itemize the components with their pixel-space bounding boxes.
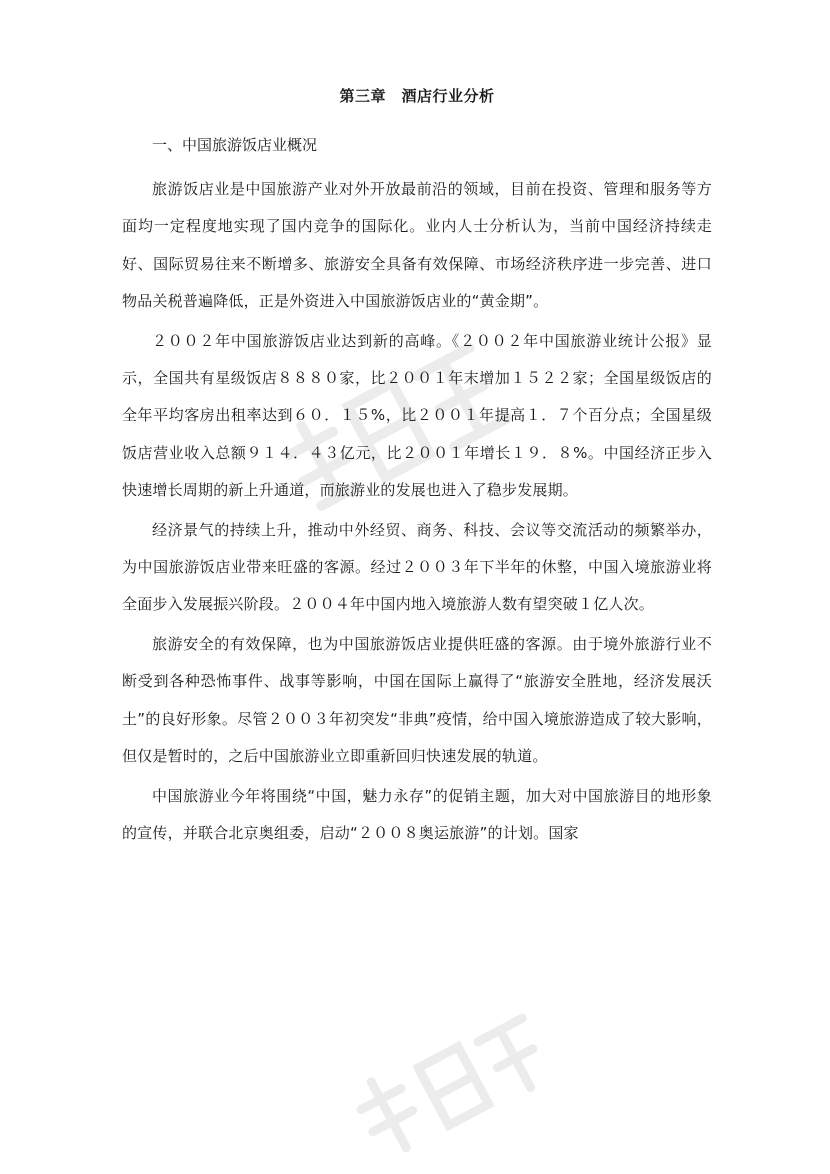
section-heading: 一、中国旅游饭店业概况: [152, 136, 318, 154]
document-body: [122, 86, 712, 854]
watermark-graphic-lower: [330, 1010, 570, 1160]
chapter-title: 第三章 酒店行业分析: [339, 87, 495, 105]
paragraph-2: ２００２年中国旅游饭店业达到新的高峰。《２００２年中国旅游业统计公报》显示，全国共有星级饭店８８８０家，比２００１年末增加１５２２家；全国星级饭店的全年平均客房出租率达到６０．１５%，比２００１年提高１．７个百分点；全国星级饭店营业收入总额９１４．４３亿元，比２００１年增长１９．８%。中国经济正步入快速增长周期的新上升通道，而旅游业的发展也进入了稳步发展期。: [122, 331, 712, 500]
paragraph-1: 旅游饭店业是中国旅游产业对外开放最前沿的领域，目前在投资、管理和服务等方面均一定程度地实现了国内竞争的国际化。业内人士分析认为，当前中国经济持续走好、国际贸易往来不断增多、旅游安全具备有效保障、市场经济秩序进一步完善、进口物品关税普遍降低，正是外资进入中国旅游饭店业的“黄金期”。: [122, 180, 712, 311]
paragraph-3: 经济景气的持续上升，推动中外经贸、商务、科技、会议等交流活动的频繁举办，为中国旅游饭店业带来旺盛的客源。经过２００３年下半年的休整，中国入境旅游业将全面步入发展振兴阶段。２００４年中国内地入境旅游人数有望突破１亿人次。: [122, 520, 712, 614]
paragraph-4: 旅游安全的有效保障，也为中国旅游饭店业提供旺盛的客源。由于境外旅游行业不断受到各种恐怖事件、战事等影响，中国在国际上赢得了“旅游安全胜地，经济发展沃土”的良好形象。尽管２００３年初突发“非典”疫情，给中国入境旅游造成了较大影响，但仅是暂时的，之后中国旅游业立即重新回归快速发展的轨道。: [122, 634, 712, 766]
paragraph-5: 中国旅游业今年将围绕“中国，魅力永存”的促销主题，加大对中国旅游目的地形象的宣传，并联合北京奥组委，启动“２００８奥运旅游”的计划。国家: [122, 786, 712, 842]
